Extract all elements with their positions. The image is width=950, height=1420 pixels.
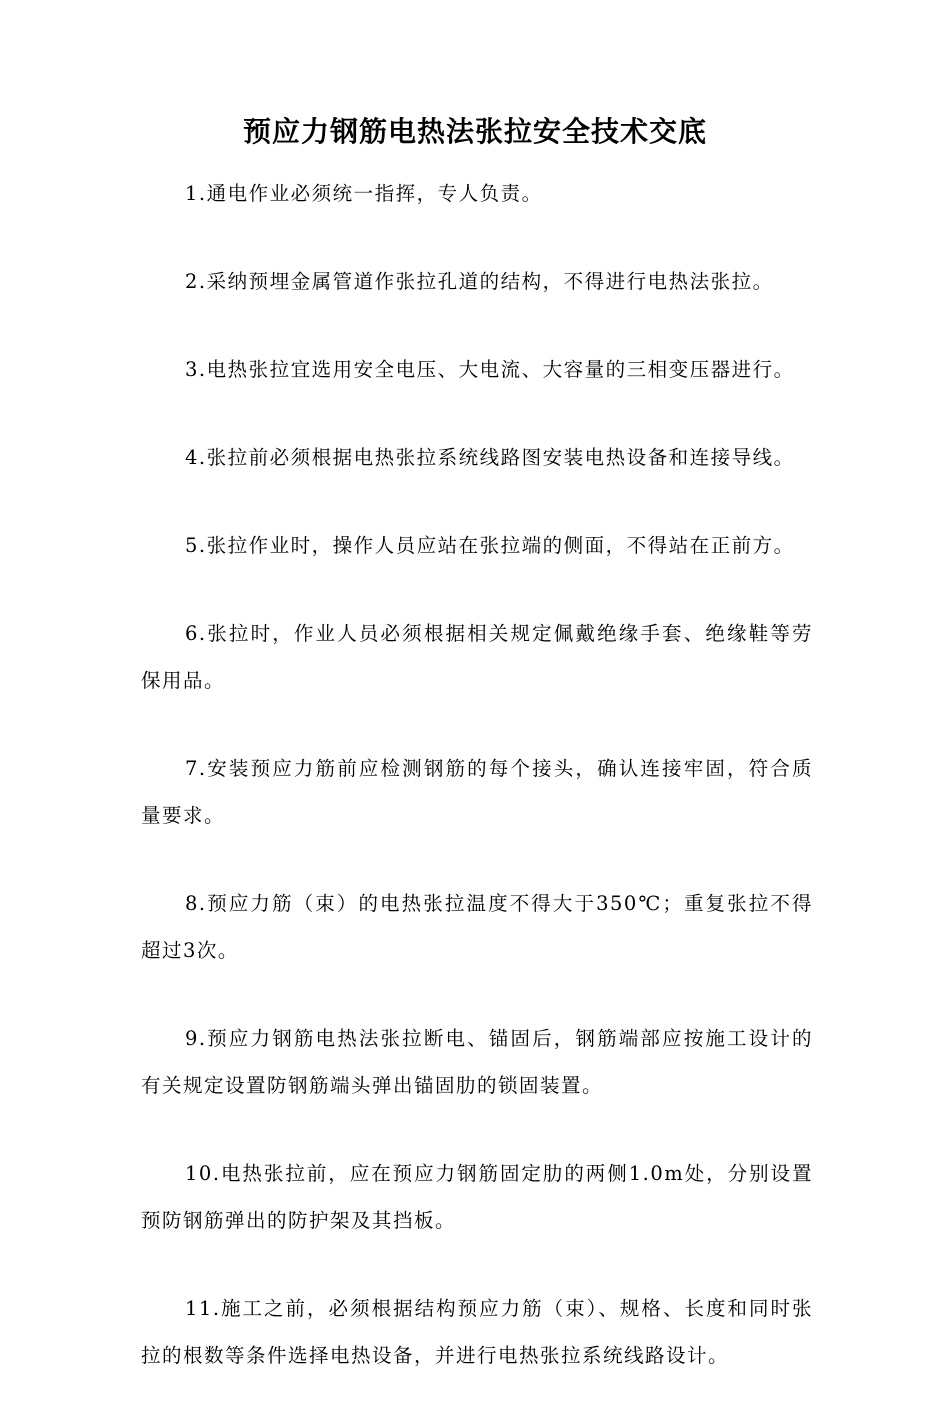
document-body xyxy=(141,170,813,1420)
paragraph-7: 7.安装预应力筋前应检测钢筋的每个接头，确认连接牢固，符合质量要求。 xyxy=(141,757,813,827)
paragraph-11: 11.施工之前，必须根据结构预应力筋（束）、规格、长度和同时张拉的根数等条件选择电热设备，并进行电热张拉系统线路设计。 xyxy=(141,1297,813,1367)
paragraph-3: 3.电热张拉宜选用安全电压、大电流、大容量的三相变压器进行。 xyxy=(185,358,795,381)
paragraph-2: 2.采纳预埋金属管道作张拉孔道的结构，不得进行电热法张拉。 xyxy=(185,270,774,293)
paragraph-8: 8.预应力筋（束）的电热张拉温度不得大于350℃；重复张拉不得超过3次。 xyxy=(141,892,813,962)
paragraph-6: 6.张拉时，作业人员必须根据相关规定佩戴绝缘手套、绝缘鞋等劳保用品。 xyxy=(141,622,813,692)
paragraph-4: 4.张拉前必须根据电热张拉系统线路图安装电热设备和连接导线。 xyxy=(185,446,795,469)
paragraph-9: 9.预应力钢筋电热法张拉断电、锚固后，钢筋端部应按施工设计的有关规定设置防钢筋端头弹出锚固肋的锁固装置。 xyxy=(141,1027,813,1097)
paragraph-1: 1.通电作业必须统一指挥，专人负责。 xyxy=(185,182,543,205)
paragraph-10: 10.电热张拉前，应在预应力钢筋固定肋的两侧1.0m处，分别设置预防钢筋弹出的防护架及其挡板。 xyxy=(141,1162,813,1232)
paragraph-5: 5.张拉作业时，操作人员应站在张拉端的侧面，不得站在正前方。 xyxy=(185,534,795,557)
document-title: 预应力钢筋电热法张拉安全技术交底 xyxy=(242,115,707,148)
